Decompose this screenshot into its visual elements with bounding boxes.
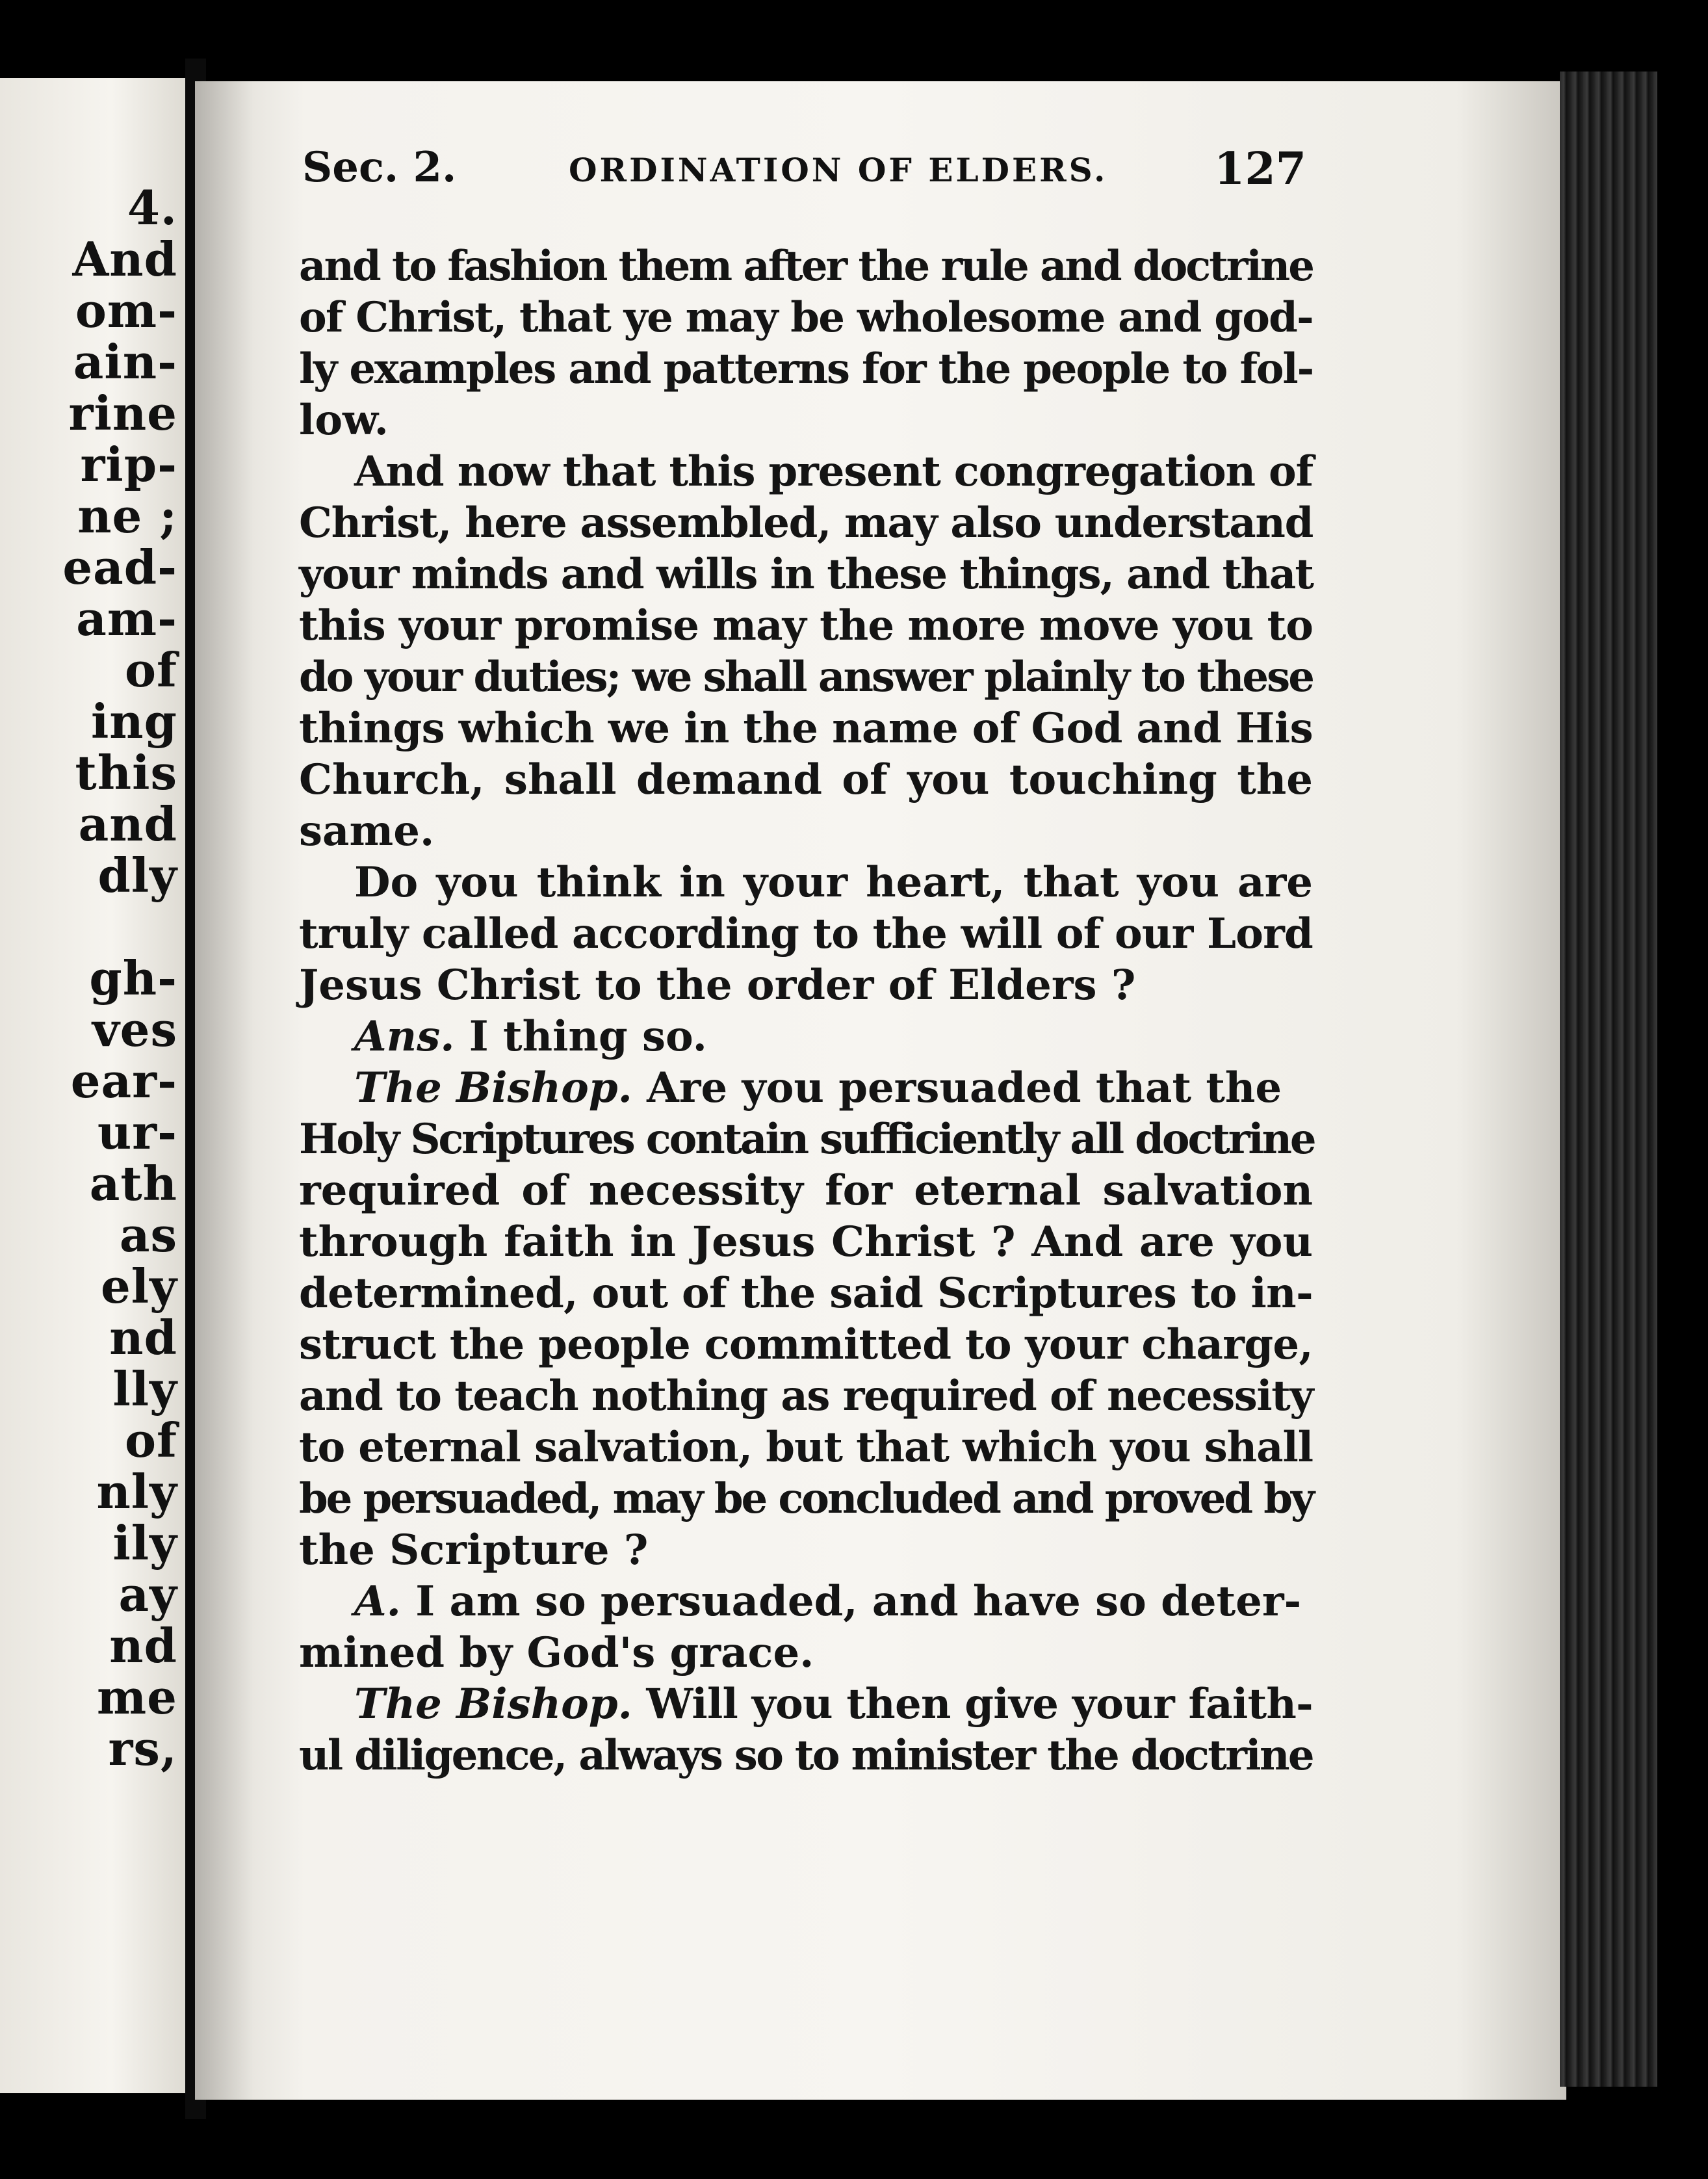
text-line [299,1370,1313,1422]
line-text: and to teach nothing as required of necessity [299,1372,1313,1420]
text-line [299,754,1313,805]
line-text: low. [299,396,389,445]
left-page-fragment: gh- [89,950,177,1006]
left-page-fragment: ne ; [77,488,177,543]
text-line [299,959,1313,1011]
left-page-fragment: ear- [70,1053,177,1108]
text-line [299,1524,1313,1576]
text-line [299,1473,1313,1524]
left-page-fragment: rine [68,385,177,441]
page-body [299,241,1313,1781]
text-line [299,857,1313,908]
left-page-fragment: of [125,1413,177,1468]
line-text: I thing so. [454,1012,707,1061]
text-line [299,1422,1313,1473]
line-text: determined, out of the said Scriptures to in- [299,1269,1313,1318]
line-text: the Scripture ? [299,1526,649,1574]
section-label: Sec. 2. [302,143,457,192]
text-line [299,395,1313,446]
left-page-fragment: nd [109,1618,177,1673]
left-page-fragment: 4. [127,180,177,235]
line-text: Are you persuaded that the [632,1063,1282,1112]
line-text: through faith in Jesus Christ ? And are you [299,1218,1313,1266]
left-page-fragment: am- [76,591,177,646]
left-page-text [62,182,177,1774]
line-text: and to fashion them after the rule and doctrine [299,242,1313,291]
line-text: same. [299,807,435,855]
speaker-label: The Bishop. [354,1680,632,1729]
text-line [299,703,1313,754]
text-line [299,292,1313,343]
text-line [299,1165,1313,1216]
line-text: be persuaded, may be concluded and proved by [299,1474,1313,1523]
line-text: to eternal salvation, but that which you shall [299,1423,1313,1472]
speaker-label: The Bishop. [354,1063,632,1112]
text-line [299,651,1313,703]
line-text: Holy Scriptures contain sufficiently all doctrine [299,1115,1315,1164]
text-line [299,1319,1313,1370]
left-page-fragment: rip- [80,437,177,492]
line-text: required of necessity for eternal salvation [299,1166,1313,1215]
left-page-fragment: om- [75,283,177,338]
left-page-fragment: nd [109,1310,177,1365]
left-page-fragment: ily [112,1515,177,1571]
left-page-fragment: this [75,745,177,800]
line-text: of Christ, that ye may be wholesome and god- [299,293,1313,342]
text-line [299,908,1313,959]
speaker-label: A. [354,1577,401,1626]
left-page-fragment: ay [118,1567,177,1622]
line-text: do your duties; we shall answer plainly to these [299,653,1313,701]
text-line [299,1678,1313,1730]
line-text: Christ, here assembled, may also understand [299,499,1313,547]
line-text: mined by God's grace. [299,1628,814,1677]
left-page-fragment: me [97,1669,177,1725]
speaker-label: Ans. [354,1012,455,1061]
line-text: your minds and wills in these things, and that [299,550,1313,599]
line-text: truly called according to the will of our Lord [299,909,1313,958]
line-text: And now that this present congregation of [354,447,1313,496]
left-page-fragment: ely [101,1259,177,1314]
line-text: ul diligence, always so to minister the doctrine [299,1731,1313,1780]
running-title: ORDINATION OF ELDERS. [569,151,1108,189]
text-line [299,805,1313,857]
left-page-fragment: and [78,796,177,852]
fold-shadow [195,81,253,2100]
text-line [299,1062,1313,1114]
text-line [299,549,1313,600]
text-line [299,343,1313,395]
left-page-fragment: ead- [62,540,177,595]
line-text: ly examples and patterns for the people to fol- [299,345,1313,393]
left-page [0,78,185,2093]
left-page-fragment: lly [112,1361,177,1416]
left-page-fragment: And [72,231,177,287]
running-header [302,143,1306,202]
line-text: Church, shall demand of you touching the [299,755,1313,804]
text-line [299,1627,1313,1678]
left-page-fragment: dly [97,848,177,903]
text-line [299,1268,1313,1319]
text-line [299,1114,1313,1165]
left-page-fragment: ing [90,694,177,749]
line-text: things which we in the name of God and His [299,704,1313,753]
line-text: I am so persuaded, and have so deter- [400,1577,1302,1626]
line-text: this your promise may the more move you to [299,601,1313,650]
text-line [299,241,1313,292]
text-line [299,1011,1313,1062]
left-page-fragment: ves [92,1002,177,1057]
text-line [299,497,1313,549]
left-page-fragment: of [125,642,177,698]
left-page-fragment: rs, [108,1721,177,1776]
left-page-fragment: ain- [73,334,177,389]
left-page-fragment: nly [96,1464,177,1519]
text-line [299,446,1313,497]
text-line [299,1730,1313,1781]
line-text: struct the people committed to your charge, [299,1320,1313,1369]
text-line [299,600,1313,651]
left-page-fragment: ur- [97,1104,177,1160]
line-text: Jesus Christ to the order of Elders ? [299,961,1136,1010]
page-number: 127 [1214,143,1306,195]
text-line [299,1216,1313,1268]
left-page-fragment: as [119,1207,177,1262]
text-line [299,1576,1313,1627]
left-page-fragment [62,901,177,952]
left-page-fragment: ath [89,1156,177,1211]
page-edges [1560,72,1657,2087]
line-text: Will you then give your faith- [632,1680,1313,1729]
line-text: Do you think in your heart, that you are [354,858,1313,907]
